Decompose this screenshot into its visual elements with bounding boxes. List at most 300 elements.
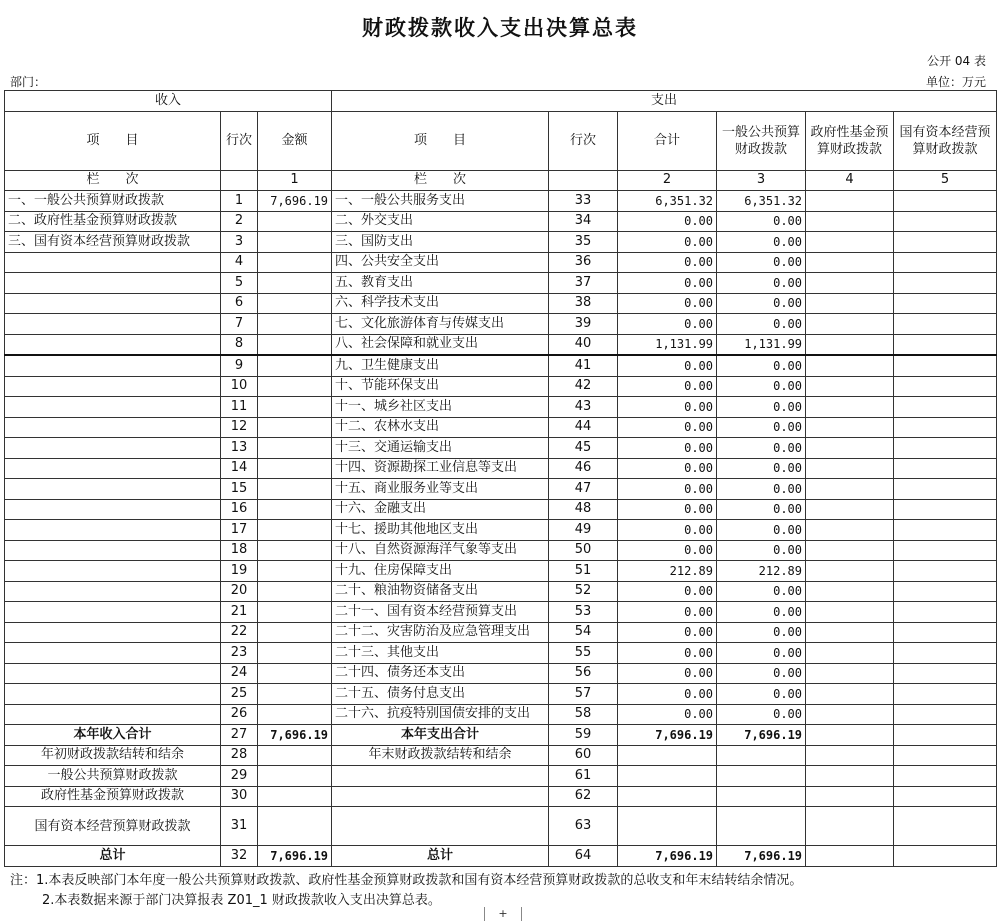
table-row: [5, 499, 997, 520]
row-number: 64: [549, 846, 618, 867]
cell-in-no: 14: [221, 458, 258, 479]
cell-general: 0.00: [717, 232, 806, 253]
cell-general: 0.00: [717, 602, 806, 623]
blank-cell: [806, 540, 894, 561]
cell-general: 0.00: [717, 520, 806, 541]
blank-cell: [806, 499, 894, 520]
cell-total: 0.00: [618, 704, 717, 725]
cell-ex-item: 四、公共安全支出: [332, 252, 549, 273]
cell-ex-no: 46: [549, 458, 618, 479]
blank-cell: [618, 786, 717, 807]
grand-income-amount: 7,696.19: [258, 846, 332, 867]
blank-cell: [258, 745, 332, 766]
cell-in-item: [5, 622, 221, 643]
cell-ex-no: 52: [549, 581, 618, 602]
blank-cell: [894, 232, 997, 253]
cell-general: 0.00: [717, 417, 806, 438]
cell-total: 0.00: [618, 581, 717, 602]
grand-expense-label: 总计: [332, 846, 549, 867]
blank-cell: [806, 293, 894, 314]
cell-total: 0.00: [618, 540, 717, 561]
cell-total: 0.00: [618, 684, 717, 705]
blank-cell: [894, 520, 997, 541]
cell-total: 0.00: [618, 438, 717, 459]
cell-in-amt: 7,696.19: [258, 191, 332, 212]
cell-in-no: 13: [221, 438, 258, 459]
cell-total: 0.00: [618, 273, 717, 294]
cell-in-no: 25: [221, 684, 258, 705]
blank-cell: [894, 417, 997, 438]
cell-general: 0.00: [717, 622, 806, 643]
income-amount-header: 金额: [258, 111, 332, 170]
blank-cell: [717, 766, 806, 787]
cell-general: 0.00: [717, 458, 806, 479]
cell-in-item: [5, 602, 221, 623]
cell-general: 0.00: [717, 397, 806, 418]
cell-in-item: [5, 314, 221, 335]
cell-in-no: 26: [221, 704, 258, 725]
grand-total-row: [5, 846, 997, 867]
blank-cell: [894, 314, 997, 335]
cell-in-amt: [258, 704, 332, 725]
header-row-columns: [5, 111, 997, 170]
expense-item-header: 项 目: [332, 111, 549, 170]
blank-cell: [618, 745, 717, 766]
row-number: 31: [221, 807, 258, 846]
col-2-label: 2: [618, 170, 717, 191]
blank-cell: [549, 170, 618, 191]
cell-ex-no: 41: [549, 355, 618, 376]
state-capital-header: 国有资本经营预算财政拨款: [894, 111, 997, 170]
cell-ex-item: 八、社会保障和就业支出: [332, 334, 549, 355]
cell-in-item: [5, 684, 221, 705]
table-row: [5, 561, 997, 582]
cell-in-amt: [258, 458, 332, 479]
blank-cell: [806, 846, 894, 867]
blank-cell: [806, 745, 894, 766]
cell-ex-item: 十二、农林水支出: [332, 417, 549, 438]
cell-total: 0.00: [618, 663, 717, 684]
cell-in-item: [5, 417, 221, 438]
cell-in-no: 6: [221, 293, 258, 314]
cell-general: 0.00: [717, 540, 806, 561]
cell-general: 0.00: [717, 499, 806, 520]
cell-ex-no: 54: [549, 622, 618, 643]
cell-ex-no: 39: [549, 314, 618, 335]
blank-cell: [894, 622, 997, 643]
grand-income-label: 总计: [5, 846, 221, 867]
col-1-label: 1: [258, 170, 332, 191]
cell-ex-no: 56: [549, 663, 618, 684]
cell-in-no: 8: [221, 334, 258, 355]
cell-in-amt: [258, 355, 332, 376]
blank-cell: [806, 622, 894, 643]
cell-general: 0.00: [717, 293, 806, 314]
cell-in-no: 9: [221, 355, 258, 376]
blank-cell: [894, 540, 997, 561]
cell-in-item: [5, 397, 221, 418]
cell-in-amt: [258, 334, 332, 355]
cell-total: 0.00: [618, 314, 717, 335]
cell-in-amt: [258, 232, 332, 253]
blank-cell: [806, 355, 894, 376]
grand-expense-general: 7,696.19: [717, 846, 806, 867]
cell-total: 0.00: [618, 520, 717, 541]
cell-in-item: [5, 704, 221, 725]
cell-total: 6,351.32: [618, 191, 717, 212]
cell-general: 0.00: [717, 479, 806, 500]
blank-cell: [806, 643, 894, 664]
cell-in-no: 4: [221, 252, 258, 273]
cell-ex-no: 40: [549, 334, 618, 355]
cell-in-item: [5, 479, 221, 500]
blank-cell: [806, 684, 894, 705]
cell-general: 0.00: [717, 355, 806, 376]
cell-ex-item: 七、文化旅游体育与传媒支出: [332, 314, 549, 335]
cell-ex-no: 37: [549, 273, 618, 294]
blank-cell: [894, 355, 997, 376]
blank-cell: [806, 561, 894, 582]
row-number: 27: [221, 725, 258, 746]
cell-general: 0.00: [717, 252, 806, 273]
cell-in-no: 11: [221, 397, 258, 418]
blank-cell: [806, 520, 894, 541]
table-row: [5, 355, 997, 376]
cell-in-no: 12: [221, 417, 258, 438]
table-row: [5, 602, 997, 623]
cell-ex-item: 二十、粮油物资储备支出: [332, 581, 549, 602]
cell-in-amt: [258, 293, 332, 314]
cell-in-item: 二、政府性基金预算财政拨款: [5, 211, 221, 232]
blank-cell: [806, 479, 894, 500]
cell-ex-no: 53: [549, 602, 618, 623]
cell-ex-no: 36: [549, 252, 618, 273]
cell-ex-item: 一、一般公共服务支出: [332, 191, 549, 212]
income-column-no-label: 栏 次: [5, 170, 221, 191]
cell-in-amt: [258, 663, 332, 684]
cell-in-item: [5, 355, 221, 376]
blank-cell: [806, 334, 894, 355]
blank-cell: [894, 293, 997, 314]
cell-in-item: [5, 334, 221, 355]
blank-cell: [806, 273, 894, 294]
cell-in-no: 2: [221, 211, 258, 232]
blank-cell: [806, 417, 894, 438]
carryover-general-row: [5, 766, 997, 787]
cell-in-no: 7: [221, 314, 258, 335]
cell-in-item: [5, 293, 221, 314]
cell-ex-item: 十七、援助其他地区支出: [332, 520, 549, 541]
blank-cell: [806, 581, 894, 602]
cell-ex-item: 十一、城乡社区支出: [332, 397, 549, 418]
blank-cell: [894, 376, 997, 397]
cell-general: 0.00: [717, 643, 806, 664]
blank-cell: [806, 786, 894, 807]
col-3-label: 3: [717, 170, 806, 191]
expense-rowno-header: 行次: [549, 111, 618, 170]
cell-in-no: 18: [221, 540, 258, 561]
expense-section-header: 支出: [332, 91, 997, 112]
cell-general: 6,351.32: [717, 191, 806, 212]
row-number: 30: [221, 786, 258, 807]
blank-cell: [618, 807, 717, 846]
cell-general: 0.00: [717, 704, 806, 725]
blank-cell: [332, 766, 549, 787]
blank-cell: [806, 438, 894, 459]
year-income-total-label: 本年收入合计: [5, 725, 221, 746]
cell-ex-no: 51: [549, 561, 618, 582]
table-row: [5, 191, 997, 212]
blank-cell: [894, 745, 997, 766]
blank-cell: [806, 602, 894, 623]
carryover-gov-row: [5, 786, 997, 807]
blank-cell: [258, 766, 332, 787]
blank-cell: [894, 397, 997, 418]
cell-in-amt: [258, 684, 332, 705]
cell-in-item: [5, 540, 221, 561]
blank-cell: [894, 273, 997, 294]
cell-ex-item: 十、节能环保支出: [332, 376, 549, 397]
cell-general: 0.00: [717, 581, 806, 602]
table-row: [5, 540, 997, 561]
form-number: 公开 04 表: [927, 54, 986, 68]
row-number: 29: [221, 766, 258, 787]
year-expense-general: 7,696.19: [717, 725, 806, 746]
cell-ex-item: 五、教育支出: [332, 273, 549, 294]
cell-in-item: 一、一般公共预算财政拨款: [5, 191, 221, 212]
blank-cell: [806, 397, 894, 418]
row-number: 62: [549, 786, 618, 807]
cell-in-amt: [258, 643, 332, 664]
cell-in-amt: [258, 252, 332, 273]
cell-ex-item: 二十一、国有资本经营预算支出: [332, 602, 549, 623]
blank-cell: [332, 807, 549, 846]
carryover-gov-label: 政府性基金预算财政拨款: [5, 786, 221, 807]
cell-in-item: [5, 252, 221, 273]
cell-in-amt: [258, 520, 332, 541]
col-5-label: 5: [894, 170, 997, 191]
cell-ex-item: 十三、交通运输支出: [332, 438, 549, 459]
cell-total: 0.00: [618, 293, 717, 314]
blank-cell: [894, 438, 997, 459]
blank-cell: [806, 211, 894, 232]
page-indicator[interactable]: +: [484, 907, 522, 921]
footnote-2: 2.本表数据来源于部门决算报表 Z01_1 财政拨款收入支出决算总表。: [42, 893, 441, 908]
cell-ex-no: 55: [549, 643, 618, 664]
cell-ex-item: 六、科学技术支出: [332, 293, 549, 314]
row-number: 60: [549, 745, 618, 766]
cell-in-no: 5: [221, 273, 258, 294]
general-budget-header: 一般公共预算财政拨款: [717, 111, 806, 170]
cell-total: 0.00: [618, 499, 717, 520]
cell-in-amt: [258, 397, 332, 418]
table-row: [5, 397, 997, 418]
blank-cell: [806, 232, 894, 253]
cell-in-item: [5, 561, 221, 582]
blank-cell: [717, 745, 806, 766]
cell-ex-no: 34: [549, 211, 618, 232]
cell-general: 0.00: [717, 314, 806, 335]
blank-cell: [894, 807, 997, 846]
cell-general: 212.89: [717, 561, 806, 582]
cell-ex-item: 十四、资源勘探工业信息等支出: [332, 458, 549, 479]
table-row: [5, 273, 997, 294]
cell-in-amt: [258, 622, 332, 643]
blank-cell: [717, 786, 806, 807]
cell-ex-no: 43: [549, 397, 618, 418]
row-number: 59: [549, 725, 618, 746]
cell-ex-no: 33: [549, 191, 618, 212]
cell-in-no: 19: [221, 561, 258, 582]
cell-in-amt: [258, 561, 332, 582]
blank-cell: [894, 211, 997, 232]
cell-in-item: 三、国有资本经营预算财政拨款: [5, 232, 221, 253]
footnote-1: 注：1.本表反映部门本年度一般公共预算财政拨款、政府性基金预算财政拨款和国有资本经营预算财政拨款的总收支和年末结转结余情况。: [10, 873, 803, 888]
blank-cell: [806, 663, 894, 684]
blank-cell: [717, 807, 806, 846]
blank-cell: [894, 766, 997, 787]
cell-in-no: 16: [221, 499, 258, 520]
blank-cell: [806, 807, 894, 846]
blank-cell: [806, 725, 894, 746]
cell-in-no: 3: [221, 232, 258, 253]
cell-in-item: [5, 376, 221, 397]
cell-total: 0.00: [618, 252, 717, 273]
cell-ex-item: 二、外交支出: [332, 211, 549, 232]
blank-cell: [221, 170, 258, 191]
table-row: [5, 581, 997, 602]
report-title: 财政拨款收入支出决算总表: [362, 16, 638, 40]
expense-column-no-label: 栏 次: [332, 170, 549, 191]
table-row: [5, 479, 997, 500]
blank-cell: [894, 191, 997, 212]
blank-cell: [894, 846, 997, 867]
cell-total: 0.00: [618, 602, 717, 623]
cell-general: 0.00: [717, 376, 806, 397]
year-expense-total-label: 本年支出合计: [332, 725, 549, 746]
table-row: [5, 417, 997, 438]
cell-total: 0.00: [618, 232, 717, 253]
unit-label: 单位：万元: [925, 75, 986, 89]
cell-in-amt: [258, 273, 332, 294]
grand-expense-total: 7,696.19: [618, 846, 717, 867]
table-row: [5, 643, 997, 664]
cell-in-no: 1: [221, 191, 258, 212]
table-row: [5, 663, 997, 684]
cell-in-amt: [258, 211, 332, 232]
blank-cell: [894, 725, 997, 746]
cell-ex-item: 十九、住房保障支出: [332, 561, 549, 582]
blank-cell: [258, 807, 332, 846]
income-rowno-header: 行次: [221, 111, 258, 170]
blank-cell: [806, 458, 894, 479]
cell-in-item: [5, 520, 221, 541]
cell-in-no: 20: [221, 581, 258, 602]
cell-ex-item: 三、国防支出: [332, 232, 549, 253]
row-number: 32: [221, 846, 258, 867]
income-section-header: 收入: [5, 91, 332, 112]
begin-carryover-label: 年初财政拨款结转和结余: [5, 745, 221, 766]
row-number: 28: [221, 745, 258, 766]
cell-total: 0.00: [618, 622, 717, 643]
table-row: [5, 704, 997, 725]
cell-total: 212.89: [618, 561, 717, 582]
blank-cell: [332, 786, 549, 807]
table-row: [5, 334, 997, 355]
carryover-row: [5, 745, 997, 766]
carryover-state-label: 国有资本经营预算财政拨款: [5, 807, 221, 846]
cell-ex-item: 二十六、抗疫特别国债安排的支出: [332, 704, 549, 725]
cell-in-item: [5, 438, 221, 459]
cell-in-item: [5, 458, 221, 479]
blank-cell: [806, 252, 894, 273]
cell-in-no: 21: [221, 602, 258, 623]
cell-ex-item: 九、卫生健康支出: [332, 355, 549, 376]
blank-cell: [894, 643, 997, 664]
cell-in-no: 24: [221, 663, 258, 684]
cell-in-item: [5, 581, 221, 602]
blank-cell: [894, 458, 997, 479]
cell-general: 0.00: [717, 438, 806, 459]
expense-total-header: 合计: [618, 111, 717, 170]
cell-in-amt: [258, 376, 332, 397]
cell-total: 0.00: [618, 397, 717, 418]
cell-general: 0.00: [717, 273, 806, 294]
table-row: [5, 458, 997, 479]
cell-total: 1,131.99: [618, 334, 717, 355]
year-expense-total: 7,696.19: [618, 725, 717, 746]
cell-general: 1,131.99: [717, 334, 806, 355]
cell-general: 0.00: [717, 684, 806, 705]
blank-cell: [894, 479, 997, 500]
end-carryover-label: 年末财政拨款结转和结余: [332, 745, 549, 766]
table-row: [5, 314, 997, 335]
cell-in-no: 23: [221, 643, 258, 664]
blank-cell: [894, 786, 997, 807]
blank-cell: [894, 581, 997, 602]
cell-ex-no: 49: [549, 520, 618, 541]
cell-ex-no: 57: [549, 684, 618, 705]
cell-ex-item: 二十二、灾害防治及应急管理支出: [332, 622, 549, 643]
table-row: [5, 232, 997, 253]
cell-in-item: [5, 643, 221, 664]
blank-cell: [894, 334, 997, 355]
blank-cell: [806, 314, 894, 335]
cell-total: 0.00: [618, 479, 717, 500]
table-row: [5, 438, 997, 459]
table-row: [5, 376, 997, 397]
cell-in-amt: [258, 540, 332, 561]
row-number: 61: [549, 766, 618, 787]
cell-in-amt: [258, 602, 332, 623]
cell-total: 0.00: [618, 376, 717, 397]
cell-in-no: 22: [221, 622, 258, 643]
cell-ex-no: 44: [549, 417, 618, 438]
carryover-general-label: 一般公共预算财政拨款: [5, 766, 221, 787]
cell-total: 0.00: [618, 417, 717, 438]
row-number: 63: [549, 807, 618, 846]
table-row: [5, 252, 997, 273]
col-4-label: 4: [806, 170, 894, 191]
cell-general: 0.00: [717, 211, 806, 232]
carryover-state-row: [5, 807, 997, 846]
table-row: [5, 622, 997, 643]
cell-total: 0.00: [618, 643, 717, 664]
blank-cell: [894, 602, 997, 623]
header-row-colnums: [5, 170, 997, 191]
cell-ex-no: 35: [549, 232, 618, 253]
department-label: 部门：: [10, 75, 47, 89]
